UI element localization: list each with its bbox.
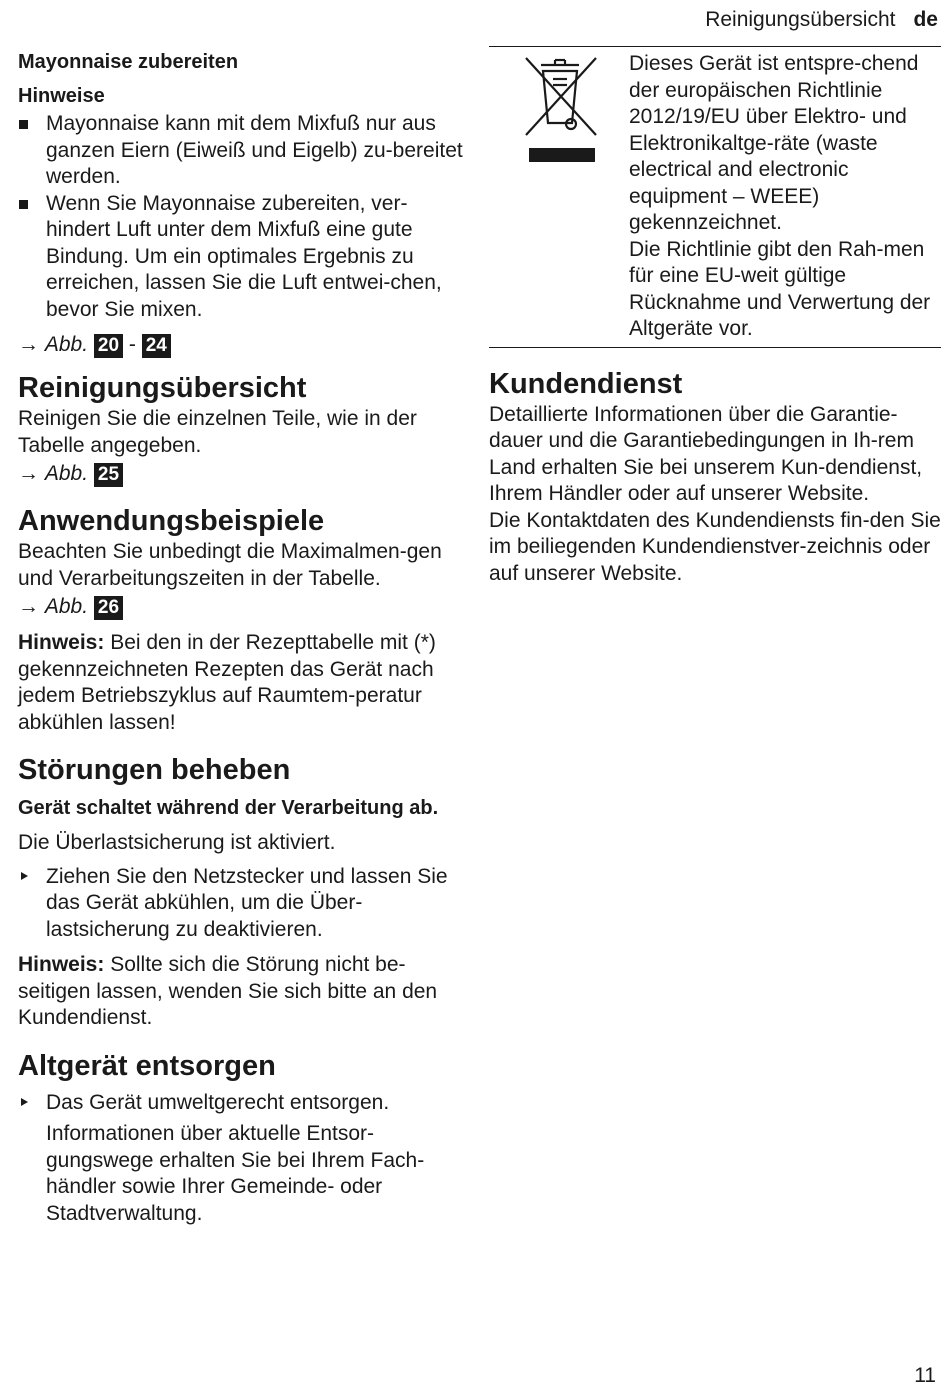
disposal-section (18, 1048, 470, 1228)
fault-note (18, 952, 470, 1032)
list-item: Mayonnaise kann mit dem Mixfuß nur aus ganzen Eiern (Eiweiß und Eigelb) zu-bereitet werden. (18, 111, 470, 191)
fault-cause: Die Überlastsicherung ist aktiviert. (18, 831, 336, 854)
header-language-code: de (913, 8, 938, 31)
note-text: Sollte sich die Störung nicht be-seitigen lassen, wenden Sie sich bitte an den Kundendienst. (18, 953, 438, 1029)
arrow-icon: → (18, 333, 39, 356)
list-item: Das Gerät umweltgerecht entsorgen. (18, 1090, 470, 1117)
note-label: Hinweis: (18, 631, 105, 654)
faults-section (18, 752, 470, 1032)
header-section-title: Reinigungsübersicht (705, 8, 896, 31)
service-text: Die Kontaktdaten des Kundendiensts fin-den Sie im beiliegenden Kundendienstver-zeichnis oder auf unserer Website. (489, 508, 941, 585)
figure-reference (18, 459, 470, 489)
arrow-icon: → (18, 462, 39, 485)
disposal-info: Informationen über aktuelle Entsor-gungswege erhalten Sie bei Ihrem Fach-händler sowie Ihrer Gemeinde- oder Stadtverwaltung. (46, 1122, 425, 1225)
figure-reference-label: Abb. (44, 333, 89, 356)
weee-text-paragraph: Die Richtlinie gibt den Rah-men für eine EU-weit gültige Rücknahme und Verwertung der Altgeräte vor. (629, 237, 931, 340)
examples-note (18, 630, 470, 736)
section-heading: Störungen beheben (18, 754, 291, 786)
service-section (489, 366, 941, 588)
mayonnaise-hints-list (18, 111, 470, 323)
page-number: 11 (914, 1364, 936, 1387)
weee-text (629, 51, 941, 343)
weee-symbol (489, 51, 629, 343)
section-heading: Reinigungsübersicht (18, 372, 307, 404)
note-label: Hinweis: (18, 953, 105, 976)
figure-number: 20 (94, 334, 123, 358)
section-heading: Altgerät entsorgen (18, 1049, 276, 1082)
mayonnaise-section (18, 48, 470, 360)
service-text: Detaillierte Informationen über die Garantie-dauer und die Garantiebedingungen in Ih-rem Land erhalten Sie bei unserem Kun-dendienst, Ihrem Händler oder auf unserer Website. (489, 402, 923, 505)
left-column (18, 48, 470, 1227)
figure-reference (18, 592, 470, 622)
examples-section (18, 503, 470, 736)
figure-reference (18, 330, 470, 360)
figure-number: 26 (94, 596, 123, 620)
figure-number: 24 (142, 334, 171, 358)
list-item: Ziehen Sie den Netzstecker und lassen Sie das Gerät abkühlen, um die Über-lastsicherung zu deaktivieren. (18, 864, 470, 944)
cleaning-section (18, 370, 470, 489)
list-item: Wenn Sie Mayonnaise zubereiten, ver-hindert Luft unter dem Mixfuß eine gute Bindung. Um ein optimales Ergebnis zu erreichen, lassen Sie die Luft entwei-chen, bevor Sie mixen. (18, 191, 470, 324)
figure-reference-label: Abb. (44, 595, 89, 618)
running-header (705, 8, 938, 32)
cleaning-text: Reinigen Sie die einzelnen Teile, wie in der Tabelle angegeben. (18, 407, 417, 457)
figure-number: 25 (94, 463, 123, 487)
section-heading: Kundendienst (489, 367, 683, 400)
examples-text: Beachten Sie unbedingt die Maximalmen-gen und Verarbeitungszeiten in der Tabelle. (18, 540, 442, 590)
figure-reference-label: Abb. (44, 462, 89, 485)
figure-range-separator: - (128, 333, 136, 356)
crossed-out-wheelie-bin-icon (489, 51, 629, 171)
section-heading: Anwendungsbeispiele (18, 505, 325, 537)
mayonnaise-hints-title: Hinweise (18, 85, 105, 107)
weee-notice (489, 46, 941, 348)
note-text: Bei den in der Rezepttabelle mit (*) gekennzeichneten Rezepten das Gerät nach jedem Betriebszyklus auf Raumtem-peratur abkühlen lassen! (18, 631, 436, 734)
fault-steps (18, 864, 470, 944)
mayonnaise-title: Mayonnaise zubereiten (18, 51, 239, 73)
arrow-icon: → (18, 595, 39, 618)
weee-text-paragraph: Dieses Gerät ist entspre-chend der europäischen Richtlinie 2012/19/EU über Elektro- und Elektronikaltge-räte (waste electrical and electronic equipment – WEEE) gekennzeichnet. (629, 52, 919, 234)
disposal-steps (18, 1090, 470, 1117)
fault-symptom: Gerät schaltet während der Verarbeitung ab. (18, 797, 439, 819)
right-column (489, 46, 941, 587)
